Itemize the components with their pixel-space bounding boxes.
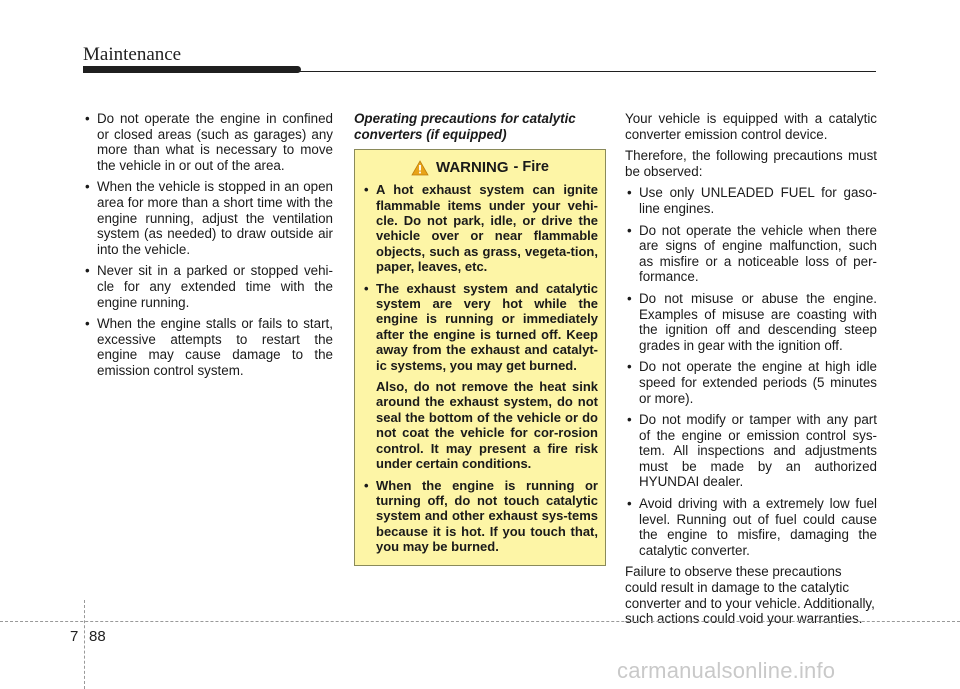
header-rule	[300, 71, 876, 72]
page-header-title: Maintenance	[83, 44, 182, 65]
column-right	[625, 111, 877, 633]
closing-paragraph: Failure to observe these precautions could result in damage to the catalytic converter and to your vehicle. Additionally, such actions could void your warranties.	[625, 564, 875, 627]
list-item: • Do not operate the engine in confined or closed areas (such as garages) any more than what is necessary to move the vehicle in or out of the area.	[83, 111, 333, 173]
list-item: • Do not operate the engine at high idle speed for extended periods (5 minutes or more).	[625, 359, 877, 406]
column-middle	[354, 111, 606, 566]
list-item: • Do not misuse or abuse the engine. Examples of misuse are coasting with the ignition off and descending steep grades in gear with the ignition off.	[625, 291, 877, 353]
list-item: • Never sit in a parked or stopped vehi-cle for any extended time with the engine running.	[83, 263, 333, 310]
warning-title	[362, 160, 598, 176]
list-item: • When the vehicle is stopped in an open area for more than a short time with the engine running, adjust the ventilation system (as needed) to draw outside air into the vehicle.	[83, 179, 333, 257]
list-item: • When the engine stalls or fails to start, excessive attempts to restart the engine may cause damage to the emission control system.	[83, 316, 333, 378]
precautions-list	[625, 185, 877, 558]
header-bar	[83, 66, 301, 73]
section-heading: Operating precautions for catalytic converters (if equipped)	[354, 111, 576, 142]
warning-subtitle: - Fire	[513, 159, 549, 176]
intro-paragraph: Your vehicle is equipped with a catalytic converter emission control device.	[625, 111, 877, 142]
list-item: • Use only UNLEADED FUEL for gaso-line engines.	[625, 185, 877, 216]
warning-list	[362, 182, 598, 373]
engine-safety-list	[83, 111, 333, 379]
intro-paragraph-2: Therefore, the following precautions must be observed:	[625, 148, 877, 179]
warning-label: WARNING	[436, 159, 509, 177]
watermark: carmanualsonline.info	[617, 658, 836, 683]
list-item: • Do not modify or tamper with any part of the engine or emission control sys-tem. All inspections and adjustments must be made by an authorized HYUNDAI dealer.	[625, 412, 877, 490]
footer-divider	[0, 621, 960, 622]
list-item: • A hot exhaust system can ignite flammable items under your vehi-cle. Do not park, idle, or drive the vehicle over or near flammable objects, such as grass, vegeta-tion, paper, leaves, etc.	[362, 182, 598, 274]
list-item: • Do not operate the vehicle when there are signs of engine malfunction, such as misfire or a noticeable loss of per-formance.	[625, 223, 877, 285]
warning-box	[354, 149, 606, 565]
column-left	[83, 111, 333, 385]
page-number: 88	[89, 628, 106, 645]
warning-triangle-icon	[411, 160, 429, 176]
footer-vertical-divider	[84, 600, 85, 689]
warning-list-2	[362, 478, 598, 555]
list-item: • Avoid driving with a extremely low fuel level. Running out of fuel could cause the engine to misfire, damaging the catalytic converter.	[625, 496, 877, 558]
warning-paragraph: Also, do not remove the heat sink around the exhaust system, do not seal the bottom of the vehicle or do not coat the vehicle for cor-rosion control. It may present a fire risk under certain conditions.	[376, 379, 598, 472]
list-item: • When the engine is running or turning off, do not touch catalytic system and other exhaust sys-tems because it is hot. If you touch that, you may be burned.	[362, 478, 598, 555]
chapter-number: 7	[70, 628, 79, 645]
list-item: • The exhaust system and catalytic system are very hot while the engine is running or immediately after the engine is turned off. Keep away from the exhaust and catalyt-ic systems, you may get burned.	[362, 281, 598, 373]
